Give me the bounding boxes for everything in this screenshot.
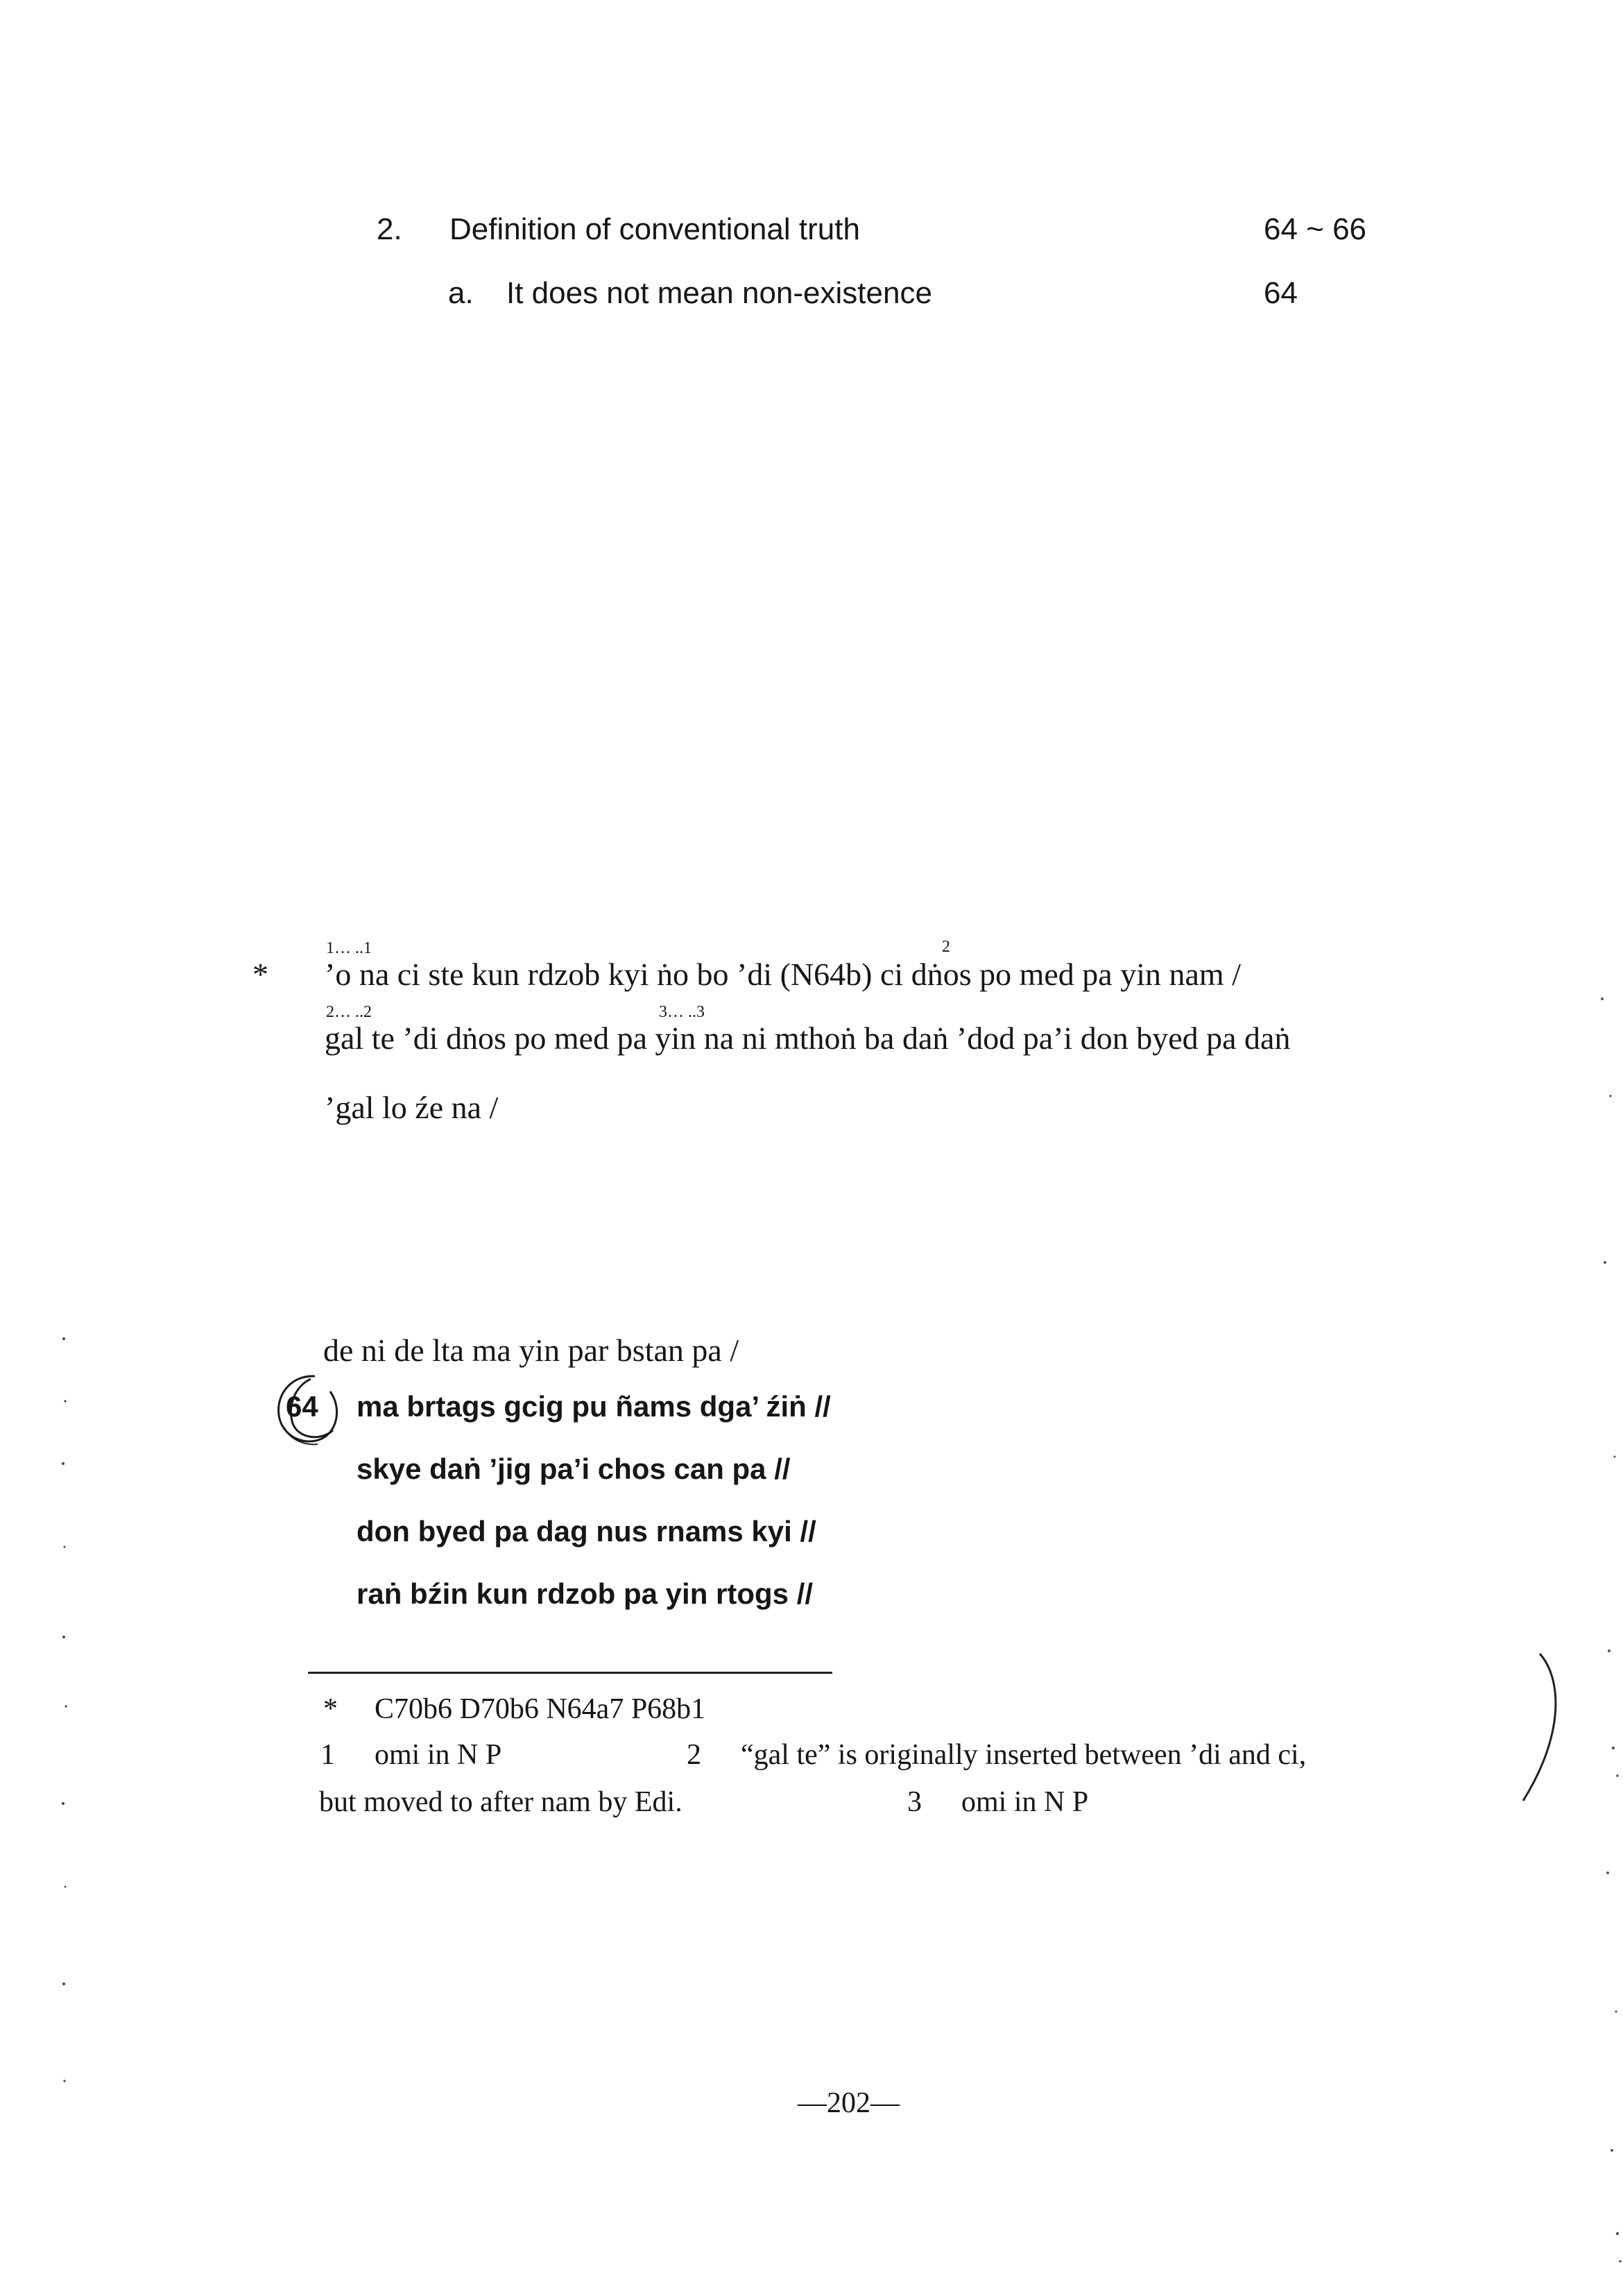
footnote-1-number: 1 — [320, 1739, 335, 1771]
variant-marker-1: 1… ..1 — [326, 939, 372, 957]
verse-line-2: skye daṅ ’jig pa’i chos can pa // — [357, 1453, 791, 1485]
subsection-letter: a. — [448, 276, 474, 310]
subsection-title: It does not mean non-existence — [506, 276, 932, 310]
verse-line-1: ma brtags gcig pu ñams dga’ źiṅ // — [357, 1390, 831, 1423]
verse-intro: de ni de lta ma yin par bstan pa / — [323, 1333, 739, 1368]
passage-line-3: ’gal lo źe na / — [325, 1090, 499, 1125]
footnote-3-text: omi in N P — [961, 1786, 1089, 1818]
margin-pen-stroke — [1519, 1651, 1574, 1804]
footnote-2-number: 2 — [687, 1739, 701, 1771]
footnote-2-text: “gal te” is originally inserted between ’di and ci, — [741, 1739, 1307, 1771]
verse-line-3: don byed pa dag nus rnams kyi // — [357, 1515, 816, 1548]
page-number: —202— — [798, 2087, 900, 2119]
footnote-2-continuation: but moved to after nam by Edi. — [319, 1786, 682, 1818]
footnote-references: C70b6 D70b6 N64a7 P68b1 — [375, 1693, 706, 1725]
footnote-divider — [308, 1672, 832, 1674]
variant-marker-2-range: 2… ..2 — [326, 1003, 372, 1021]
subsection-page: 64 — [1264, 276, 1298, 310]
footnote-1-text: omi in N P — [375, 1739, 502, 1771]
verse-number: 64 — [286, 1390, 318, 1423]
variant-marker-3: 3… ..3 — [659, 1003, 705, 1021]
section-number: 2. — [377, 212, 402, 246]
section-title: Definition of conventional truth — [449, 212, 860, 246]
right-margin-specks — [1574, 971, 1623, 2289]
section-page-range: 64 ~ 66 — [1264, 212, 1367, 246]
footnote-asterisk: * — [323, 1693, 338, 1725]
variant-marker-2: 2 — [942, 938, 950, 956]
footnote-3-number: 3 — [907, 1786, 922, 1818]
passage-line-2: gal te ’di dṅos po med pa yin na ni mthoṅ ba daṅ ’dod pa’i don byed pa daṅ — [325, 1020, 1291, 1056]
verse-line-4: raṅ bźin kun rdzob pa yin rtogs // — [357, 1577, 814, 1610]
left-margin-specks — [55, 1318, 76, 2150]
passage-line-1: ’o na ci ste kun rdzob kyi ṅo bo ’di (N64b) ci dṅos po med pa yin nam / — [325, 957, 1241, 992]
passage-asterisk: * — [252, 957, 268, 992]
